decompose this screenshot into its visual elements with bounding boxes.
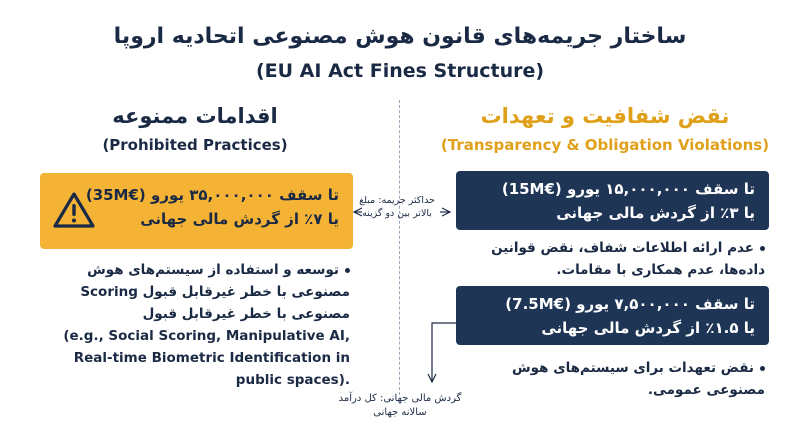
prohibited-bullet-fa: توسعه و استفاده از سیستم‌های هوش مصنوعی با خطر غیرقابل قبول Scoring مصنوعی با خطر غیرقابل قبول	[80, 262, 350, 322]
prohibited-fine-line2: یا ۷٪ از گردش مالی جهانی	[140, 210, 339, 228]
tier1-fine-line1: تا سقف ۱۵,۰۰۰,۰۰۰ یورو (€15M)	[501, 180, 755, 198]
page-title: ساختار جریمه‌های قانون هوش مصنوعی اتحادیه اروپا	[113, 24, 687, 49]
turnover-connector	[432, 323, 456, 381]
page-subtitle: (EU AI Act Fines Structure)	[255, 60, 545, 82]
transparency-heading: نقض شفافیت و تعهدات	[480, 104, 730, 128]
transparency-heading-en: (Transparency & Obligation Violations)	[440, 136, 770, 154]
prohibited-heading-en: (Prohibited Practices)	[102, 136, 288, 154]
tier2-bullet-text: نقض تعهدات برای سیستم‌های هوش مصنوعی عمومی.	[512, 360, 765, 398]
turnover-note: گردش مالی جهانی: کل درآمد سالانه جهانی	[338, 393, 462, 418]
max-fine-note: حداکثر جریمه: مبلغ بالاتر بین دو گزینه	[359, 195, 435, 219]
tier2-fine-line1: تا سقف ۷,۵۰۰,۰۰۰ یورو (€7.5M)	[505, 295, 755, 313]
prohibited-heading: اقدامات ممنوعه	[112, 104, 278, 128]
tier1-fine-line2: یا ۳٪ از گردش مالی جهانی	[556, 204, 755, 222]
prohibited-bullet-en: (e.g., Social Scoring, Manipulative AI, Real-time Biometric Identification in public spaces).	[63, 328, 350, 388]
tier2-fine-line2: یا ۱.۵٪ از گردش مالی جهانی	[541, 319, 755, 337]
tier1-bullet-text: عدم ارائه اطلاعات شفاف، نقض قوانین داده‌ها، عدم همکاری با مقامات.	[491, 240, 765, 278]
prohibited-fine-line1: تا سقف ۳۵,۰۰۰,۰۰۰ یورو (€35M)	[85, 186, 339, 204]
